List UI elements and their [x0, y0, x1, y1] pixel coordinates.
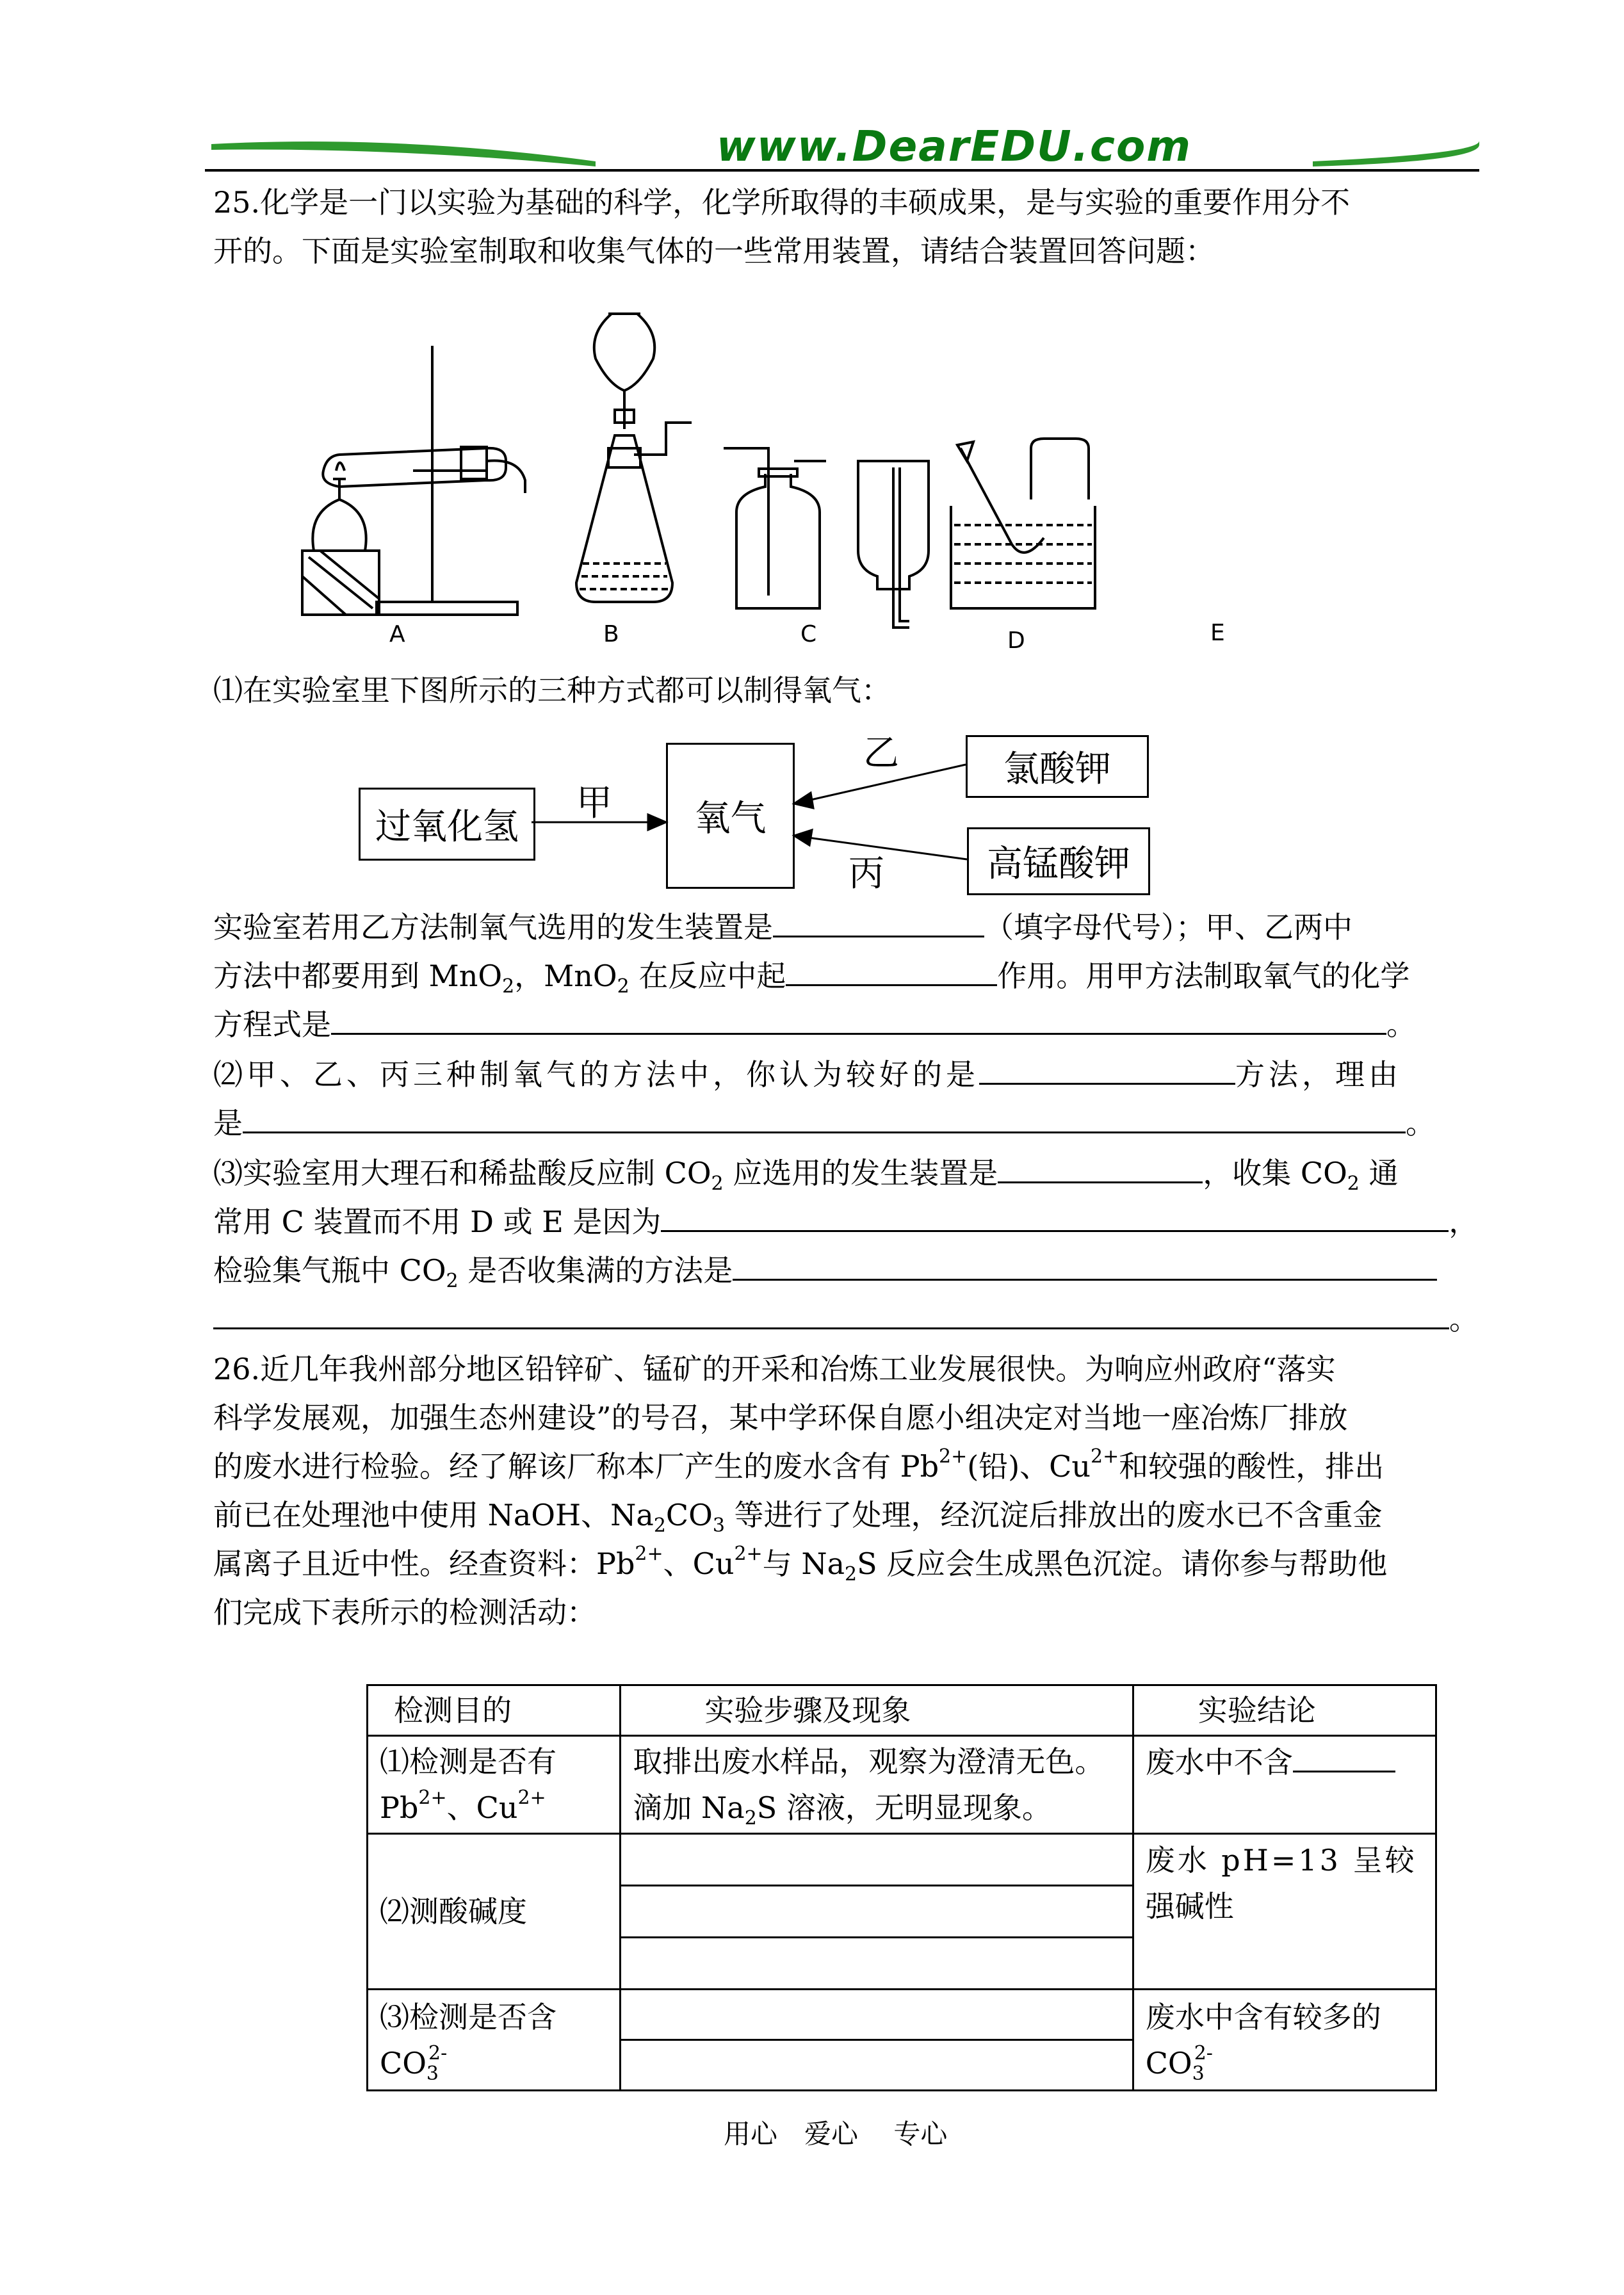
blank-row2-step3[interactable]: [621, 1938, 1132, 1988]
q26-line6: 们完成下表所示的检测活动：: [213, 1595, 596, 1630]
q25-part2-line1: ⑵甲、乙、丙三种制氧气的方法中，你认为较好的是 方法，理由: [213, 1057, 1402, 1092]
blank-reason[interactable]: [243, 1106, 1406, 1133]
q25-part3-line1: ⑶实验室用大理石和稀盐酸反应制 $CO_2$ 应选用的发生装置是 ，收集 $CO_2$ 通: [213, 1156, 1399, 1195]
site-logo: www.DearEDU.com: [716, 122, 1192, 171]
row1-purpose: ⑴检测是否有 $Pb^{2+}$、$Cu^{2+}$: [368, 1736, 621, 1834]
row2-steps: [621, 1834, 1133, 1990]
apparatus-label-c: C: [800, 621, 817, 647]
row2-conclusion: 废水 pH=13 呈较 强碱性: [1133, 1834, 1436, 1990]
blank-row2-step1[interactable]: [621, 1835, 1132, 1886]
apparatus-label-e: E: [1210, 620, 1225, 646]
q25-part1-line2: 方法中都要用到 MnO$_2$，MnO$_2$ 在反应中起 作用。用甲方法制取氧气的化学: [213, 959, 1410, 998]
box-potassium-permanganate: 高锰酸钾: [967, 827, 1150, 895]
blank-equation[interactable]: [331, 1007, 1386, 1035]
apparatus-label-d: D: [1007, 628, 1025, 654]
q26-line4: 前已在处理池中使用 NaOH、$Na_2CO_3$ 等进行了处理，经沉淀后排放出的废水已不含重金: [213, 1498, 1383, 1537]
blank-check-full-method-cont[interactable]: [213, 1302, 1449, 1329]
q25-part3-line2: 常用 C 装置而不用 D 或 E 是因为 ，: [213, 1204, 1479, 1239]
blank-collection-reason[interactable]: [661, 1204, 1449, 1232]
blank-check-full-method[interactable]: [733, 1253, 1437, 1281]
blank-row3-step2[interactable]: [621, 2041, 1132, 2089]
row3-steps: [621, 1990, 1133, 2091]
page-footer: 用心 爱心 专心: [724, 2118, 948, 2150]
detection-table: [366, 1684, 1437, 2091]
row3-conclusion: 废水中含有较多的 $CO_3^{2-}$: [1133, 1990, 1436, 2091]
row2-purpose: ⑵测酸碱度: [368, 1834, 621, 1990]
method-label-jia: 甲: [576, 783, 612, 824]
blank-co2-apparatus[interactable]: [998, 1156, 1203, 1183]
apparatus-label-a: A: [389, 621, 405, 647]
blank-ions-absent[interactable]: [1293, 1745, 1395, 1772]
box-hydrogen-peroxide: 过氧化氢: [359, 788, 535, 861]
box-oxygen: 氧气: [666, 743, 795, 889]
method-label-bing: 丙: [849, 853, 884, 895]
table-header-row: [368, 1685, 1436, 1736]
apparatus-label-b: B: [603, 621, 619, 647]
table-row: [368, 1736, 1436, 1834]
method-label-yi: 乙: [863, 733, 899, 774]
box-potassium-chlorate: 氯酸钾: [966, 735, 1149, 798]
blank-generator-apparatus[interactable]: [773, 910, 984, 937]
q25-part1-line1: 实验室若用乙方法制氧气选用的发生装置是 （填字母代号）；甲、乙两中: [213, 910, 1352, 945]
q25-part1-intro: ⑴在实验室里下图所示的三种方式都可以制得氧气：: [213, 673, 891, 708]
q26-line3: 的废水进行检验。经了解该厂称本厂产生的废水含有 $Pb^{2+}$(铅)、$Cu^{2+}$和较强的酸性，排出: [213, 1445, 1384, 1484]
row1-conclusion: 废水中不含: [1133, 1736, 1436, 1834]
q25-intro-1: 25.化学是一门以实验为基础的科学，化学所取得的丰硕成果，是与实验的重要作用分不: [213, 185, 1351, 220]
header-purpose: 检测目的: [368, 1685, 621, 1736]
row1-steps: 取排出废水样品，观察为澄清无色。 滴加 $Na_2S$ 溶液，无明显现象。: [621, 1736, 1133, 1834]
q26-line1: 26.近几年我州部分地区铅锌矿、锰矿的开采和冶炼工业发展很快。为响应州政府“落实: [213, 1352, 1336, 1386]
q25-part3-line3: 检验集气瓶中 $CO_2$ 是否收集满的方法是: [213, 1246, 1468, 1295]
header-conclusion: 实验结论: [1133, 1685, 1436, 1736]
q26-line2: 科学发展观，加强生态州建设”的号召，某中学环保自愿小组决定对当地一座冶炼厂排放: [213, 1400, 1348, 1435]
blank-row3-step1[interactable]: [621, 1990, 1132, 2041]
header-steps: 实验步骤及现象: [621, 1685, 1133, 1736]
blank-mno2-role[interactable]: [786, 959, 997, 986]
blank-row2-step2[interactable]: [621, 1886, 1132, 1938]
q25-part1-line3: 方程式是 。: [213, 1007, 1416, 1042]
blank-best-method[interactable]: [979, 1057, 1235, 1085]
q25-intro-2: 开的。下面是实验室制取和收集气体的一些常用装置，请结合装置回答问题：: [213, 234, 1215, 268]
q25-part3-line4: 。: [213, 1295, 1468, 1343]
table-row: [368, 1834, 1436, 1990]
q26-line5: 属离子且近中性。经查资料：$Pb^{2+}$、$Cu^{2+}$与 $Na_2S$ 反应会生成黑色沉淀。请你参与帮助他: [213, 1543, 1388, 1585]
row3-purpose: ⑶检测是否含 $CO_3^{2-}$: [368, 1990, 621, 2091]
table-row: [368, 1990, 1436, 2091]
q25-part2-line2: 是 。: [213, 1106, 1435, 1140]
